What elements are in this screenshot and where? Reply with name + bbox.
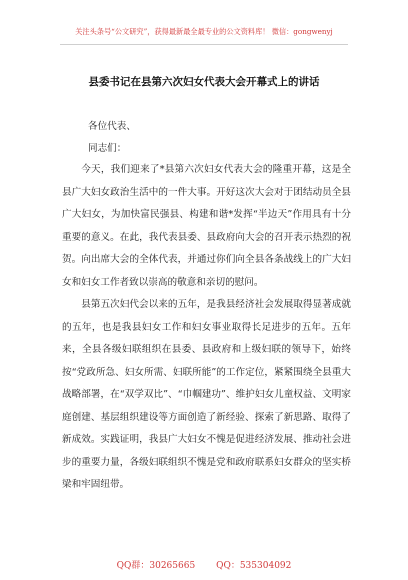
footer-contact <box>0 558 408 571</box>
body-paragraph-1: 今天，我们迎来了*县第六次妇女代表大会的隆重开幕，这是全县广大妇女政治生活中的一件大事。开好这次大会对于团结动员全县广大妇女，为加快富民强县、构建和谐*发挥“半边天”作用具有十分重要的意义。在此，我代表县委、县政府向大会的召开表示热烈的祝贺。向出席大会的全体代表，并通过你们向全县各条战线上的广大妇女和妇女工作者致以崇高的敬意和亲切的慰问。 <box>62 164 351 288</box>
document-title: 县委书记在县第六次妇女代表大会开幕式上的讲话 <box>88 76 320 88</box>
footer-qq-number: QQ：535304092 <box>216 561 292 571</box>
salutation-line-1: 各位代表、 <box>88 121 136 132</box>
header-banner: 关注头条号“公文研究”，获得最新最全最专业的公文资料库！ 微信：gongwenyj <box>75 27 333 36</box>
salutation-line-2: 同志们： <box>88 143 127 154</box>
header-divider <box>60 44 348 45</box>
footer-qq-group: QQ群：30265665 <box>116 561 196 571</box>
document-body <box>62 159 351 497</box>
body-paragraph-2: 县第五次妇代会以来的五年，是我县经济社会发展取得显著成就的五年，也是我县妇女工作和妇女事业取得长足进步的五年。五年来，全县各级妇联组织在县委、县政府和上级妇联的领导下，始终按“党政所急、妇女所需、妇联所能”的工作定位，紧紧围绕全县重大战略部署，在“双学双比”、“巾帼建功”、维护妇女儿童权益、文明家庭创建、基层组织建设等方面创造了新经验、探索了新思路、取得了新成效。实践证明，我县广大妇女不愧是促进经济发展、推动社会进步的重要力量，各级妇联组织不愧是党和政府联系妇女群众的坚实桥梁和牢固纽带。 <box>62 299 351 490</box>
